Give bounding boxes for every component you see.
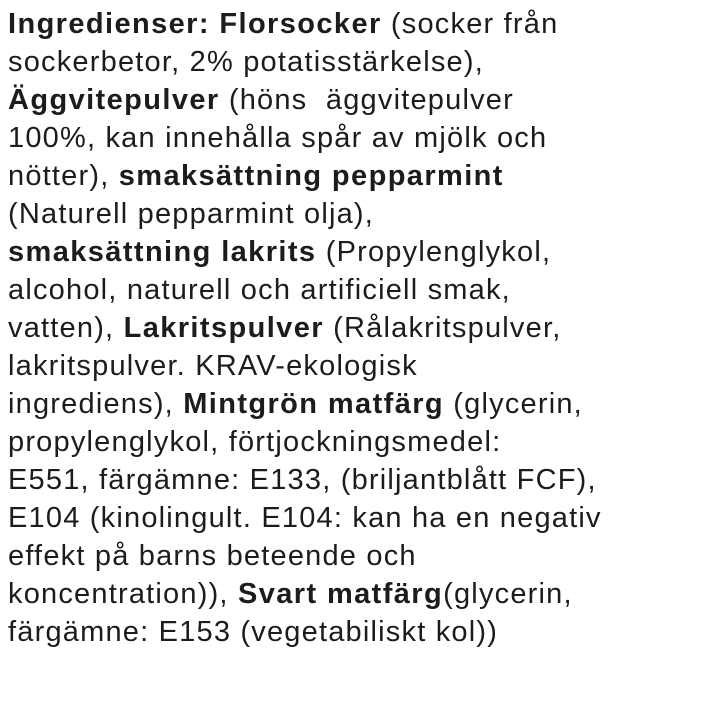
- ingredient-description: (Propylenglykol,: [316, 236, 552, 268]
- ingredient-name: Äggvitepulver: [8, 84, 220, 116]
- ingredient-name: smaksättning pepparmint: [118, 160, 504, 192]
- text-line: [8, 233, 699, 271]
- ingredient-description: (glycerin,: [443, 578, 573, 610]
- ingredient-name: Mintgrön matfärg: [183, 388, 445, 420]
- ingredient-name: Svart matfärg: [237, 578, 444, 610]
- ingredient-name: smaksättning lakrits: [8, 236, 317, 268]
- text-line: [8, 5, 699, 43]
- ingredient-description: alcohol, naturell och artificiell smak,: [8, 274, 511, 306]
- ingredient-description: (Naturell pepparmint olja),: [8, 198, 375, 230]
- text-line: [8, 119, 699, 157]
- ingredient-description: 100%, kan innehålla spår av mjölk och: [8, 122, 548, 154]
- text-line: [8, 309, 699, 347]
- ingredient-description: vatten),: [8, 312, 124, 344]
- text-line: [8, 537, 699, 575]
- ingredient-description: ingrediens),: [8, 388, 184, 420]
- text-line: [8, 195, 699, 233]
- text-line: [8, 499, 699, 537]
- ingredient-description: lakritspulver. KRAV-ekologisk: [8, 350, 418, 382]
- ingredient-description: (glycerin,: [444, 388, 583, 420]
- ingredient-description: färgämne: E153 (vegetabiliskt kol)): [8, 616, 499, 648]
- ingredients-text: [8, 5, 699, 651]
- ingredient-name: Lakritspulver: [123, 312, 324, 344]
- text-line: [8, 81, 699, 119]
- ingredient-description: nötter),: [8, 160, 119, 192]
- text-line: [8, 347, 699, 385]
- text-line: [8, 461, 699, 499]
- text-line: [8, 43, 699, 81]
- text-line: [8, 613, 699, 651]
- text-line: [8, 423, 699, 461]
- ingredient-description: E104 (kinolingult. E104: kan ha en negativ: [8, 502, 602, 534]
- text-line: [8, 271, 699, 309]
- text-line: [8, 385, 699, 423]
- text-line: [8, 575, 699, 613]
- ingredient-description: koncentration)),: [8, 578, 238, 610]
- ingredient-description: E551, färgämne: E133, (briljantblått FCF),: [8, 464, 597, 496]
- ingredient-description: sockerbetor, 2% potatisstärkelse),: [8, 46, 484, 78]
- ingredient-description: (socker från: [381, 8, 559, 40]
- ingredient-description: effekt på barns beteende och: [8, 540, 417, 572]
- text-line: [8, 157, 699, 195]
- ingredient-description: (höns äggvitepulver: [219, 84, 514, 116]
- ingredient-description: propylenglykol, förtjockningsmedel:: [8, 426, 502, 458]
- ingredient-name: Ingredienser: Florsocker: [8, 8, 382, 40]
- ingredient-description: (Rålakritspulver,: [323, 312, 562, 344]
